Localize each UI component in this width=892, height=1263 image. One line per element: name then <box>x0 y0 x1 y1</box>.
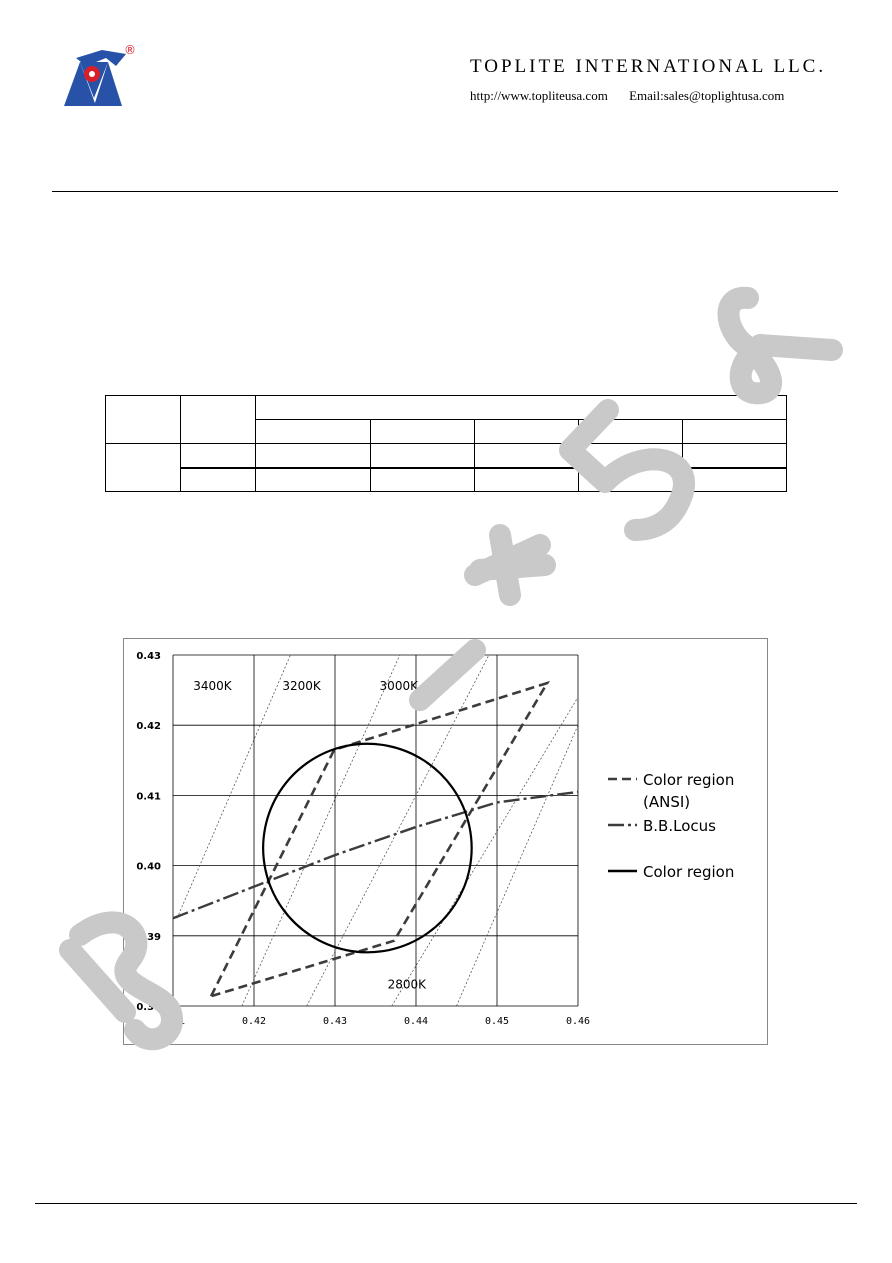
y-tick-label: 0.40 <box>136 861 161 873</box>
x-tick-label: 0.41 <box>160 1016 186 1027</box>
x-tick-label: 0.44 <box>403 1016 429 1027</box>
company-logo <box>62 40 142 110</box>
legend-label: (ANSI) <box>643 793 691 811</box>
legend-label: Color region <box>643 863 735 881</box>
table-cell <box>106 396 181 444</box>
table-cell <box>181 444 256 468</box>
contact-line <box>470 88 784 104</box>
x-tick-label: 0.45 <box>484 1016 510 1027</box>
table-cell <box>181 396 256 444</box>
table-cell <box>106 444 181 492</box>
table-cell <box>683 444 787 468</box>
website-link[interactable]: http://www.topliteusa.com <box>470 88 608 103</box>
table-cell <box>475 420 579 444</box>
table-cell <box>256 420 371 444</box>
table-row <box>106 468 787 492</box>
y-tick-label: 0.42 <box>136 721 161 733</box>
table-cell <box>256 444 371 468</box>
email-link[interactable]: Email:sales@toplightusa.com <box>629 88 785 103</box>
table-cell <box>579 468 683 492</box>
legend-label: Color region <box>643 771 735 789</box>
y-tick-label: 0.39 <box>136 931 161 943</box>
table-cell <box>256 396 787 420</box>
cct-label: 3000K <box>379 679 418 694</box>
table-cell <box>683 420 787 444</box>
table-cell <box>579 444 683 468</box>
y-tick-label: 0.41 <box>136 791 161 803</box>
table-row <box>106 396 787 420</box>
table-cell <box>371 420 475 444</box>
legend-label: B.B.Locus <box>643 817 716 835</box>
table-cell <box>683 468 787 492</box>
registered-mark: ® <box>124 43 136 57</box>
y-tick-label: 0.38 <box>136 1002 161 1013</box>
table-row <box>106 444 787 468</box>
y-tick-label: 0.43 <box>136 651 161 662</box>
cct-label: 3200K <box>282 679 321 694</box>
table-cell <box>371 444 475 468</box>
table-cell <box>181 468 256 492</box>
company-name: TOPLITE INTERNATIONAL LLC. <box>470 56 827 77</box>
header-divider <box>52 191 838 192</box>
footer-divider <box>35 1203 857 1204</box>
x-tick-label: 0.43 <box>322 1016 348 1027</box>
x-tick-label: 0.46 <box>565 1016 591 1027</box>
table-cell <box>579 420 683 444</box>
table-cell <box>256 468 371 492</box>
table-cell <box>475 468 579 492</box>
spec-table <box>105 395 787 492</box>
chromaticity-chart <box>123 638 768 1045</box>
cct-label: 2800K <box>387 977 427 992</box>
chart-frame <box>124 639 768 1045</box>
table-cell <box>371 468 475 492</box>
table-cell <box>475 444 579 468</box>
x-tick-label: 0.42 <box>241 1016 267 1027</box>
cct-label: 3400K <box>193 679 232 694</box>
